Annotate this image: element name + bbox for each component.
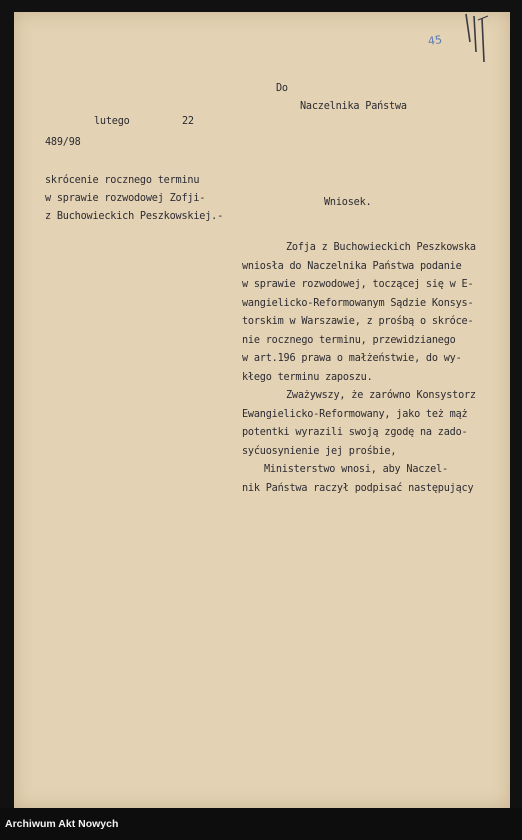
body-text — [242, 239, 476, 498]
archive-page-number: 45 — [427, 33, 443, 48]
body-line: kłego terminu zaposzu. — [242, 371, 373, 383]
recipient-to: Do — [276, 83, 288, 94]
subject-line: w sprawie rozwodowej Zofji- — [45, 193, 206, 204]
recipient-name: Naczelnika Państwa — [300, 101, 407, 112]
document-heading: Wniosek. — [324, 197, 372, 208]
date-month: lutego — [94, 116, 130, 127]
body-line: w sprawie rozwodowej, toczącej się w E- — [242, 279, 474, 290]
body-line: Ewangielicko-Reformowany, jako też mąż — [242, 408, 468, 420]
body-line: torskim w Warszawie, z prośbą o skróce- — [242, 316, 474, 327]
archive-label: Archiwum Akt Nowych — [5, 818, 119, 830]
body-line: syćuosynienie jej prośbie, — [242, 445, 397, 457]
body-line: nie rocznego terminu, przewidzianego — [242, 334, 456, 346]
body-line: Zofja z Buchowieckich Peszkowska — [286, 242, 476, 253]
scanned-page — [14, 12, 510, 808]
body-line: nik Państwa raczył podpisać następujący — [242, 482, 474, 494]
reference-number: 489/98 — [45, 137, 81, 148]
handwritten-mark-icon — [452, 12, 492, 68]
body-line: potentki wyrazili swoją zgodę na zado- — [242, 427, 468, 438]
date-day: 22 — [182, 116, 194, 127]
body-line: wangielicko-Reformowanym Sądzie Konsys- — [242, 297, 474, 309]
subject-line: skrócenie rocznego terminu — [45, 175, 200, 186]
body-line: Zważywszy, że zarówno Konsystorz — [286, 390, 476, 401]
body-line: wniosła do Naczelnika Państwa podanie — [242, 260, 462, 272]
footer-bar — [0, 808, 522, 840]
body-line: w art.196 prawa o małżeństwie, do wy- — [242, 353, 462, 364]
body-line: Ministerstwo wnosi, aby Naczel- — [264, 464, 448, 475]
subject-line: z Buchowieckich Peszkowskiej.- — [45, 211, 224, 222]
